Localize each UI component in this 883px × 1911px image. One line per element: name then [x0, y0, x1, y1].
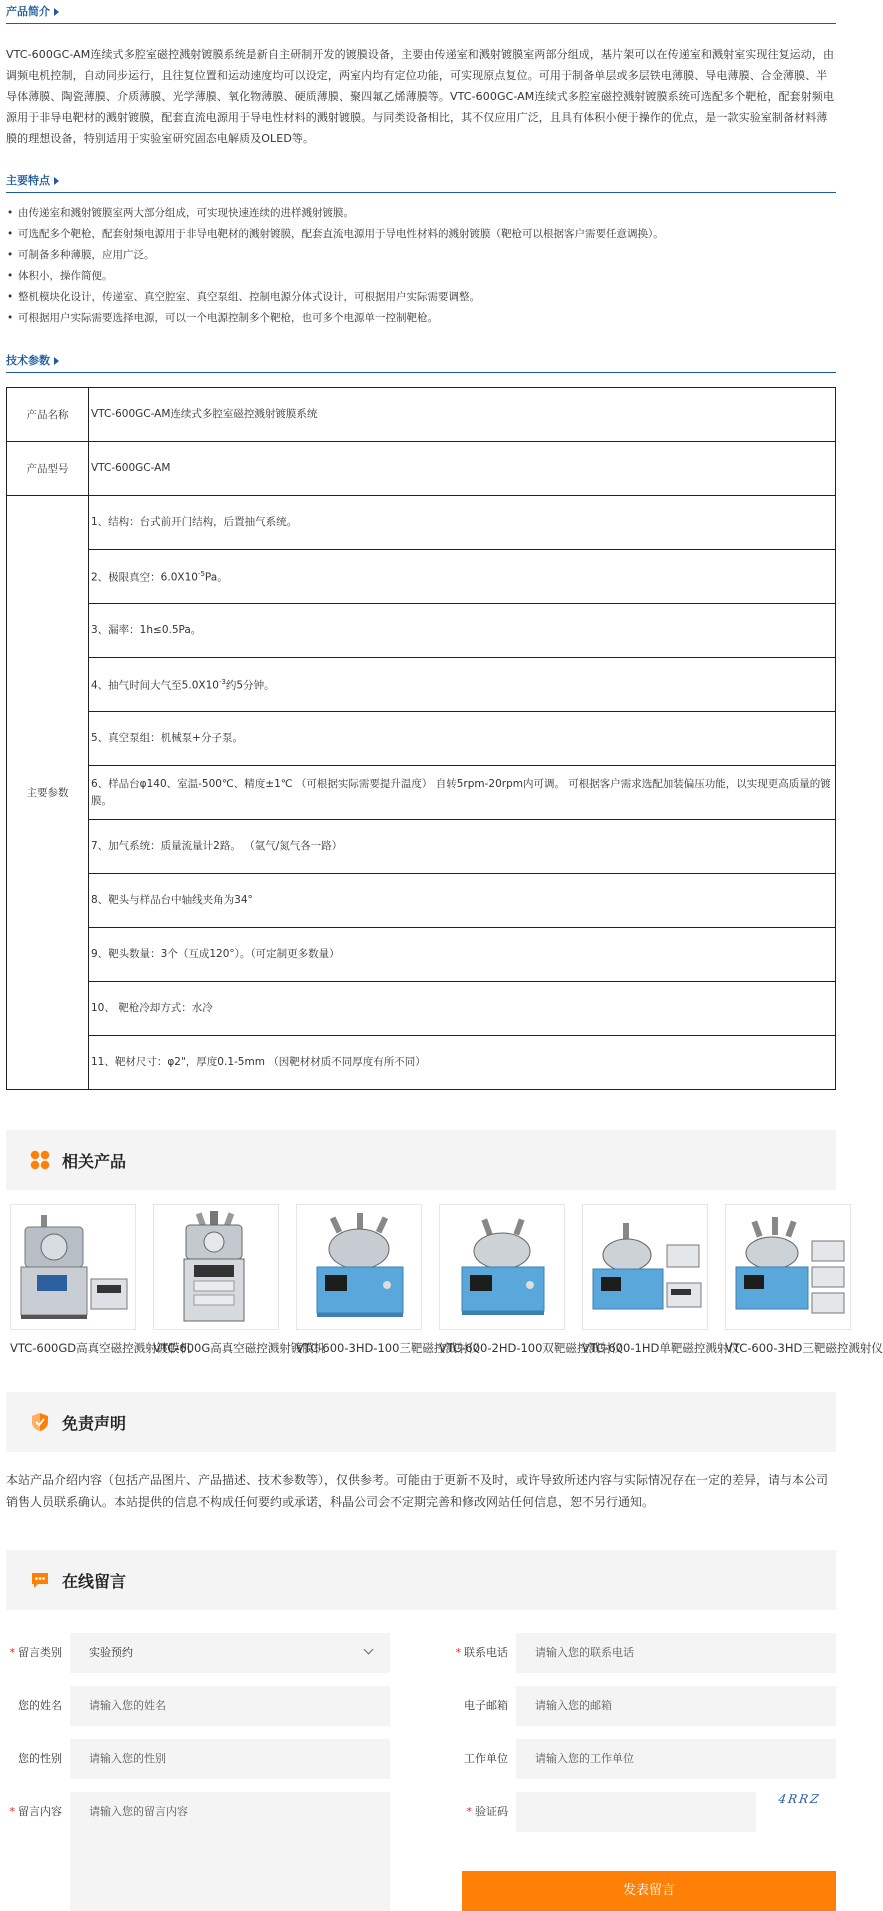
message-form-header [6, 1550, 836, 1610]
spec-key: 主要参数 [7, 496, 89, 1090]
company-label: 工作单位 [464, 1752, 508, 1765]
section-header-features [6, 171, 836, 193]
spec-param: 8、靶头与样品台中轴线夹角为34° [89, 874, 836, 928]
related-products-header [6, 1130, 836, 1190]
product-card[interactable] [153, 1204, 326, 1356]
gender-label: 您的性别 [18, 1752, 62, 1765]
category-select-value: 实验预约 [89, 1646, 133, 1659]
spec-param: 7、加气系统：质量流量计2路。 （氩气/氮气各一路） [89, 820, 836, 874]
table-row [7, 550, 836, 604]
feature-item: • 可选配多个靶枪，配套射频电源用于非导电靶材的溅射镀膜，配套直流电源用于导电性材料的溅射镀膜（靶枪可以根据客户需要任意调换）。 [6, 224, 836, 245]
spec-key: 产品名称 [7, 388, 89, 442]
spec-value: VTC-600GC-AM [89, 442, 836, 496]
chat-icon [30, 1570, 50, 1590]
required-mark: * [9, 1805, 15, 1818]
spec-param: 3、漏率：1h≤0.5Pa。 [89, 604, 836, 658]
table-row [7, 388, 836, 442]
intro-text: VTC-600GC-AM连续式多腔室磁控溅射镀膜系统是新自主研制开发的镀膜设备，主要由传递室和溅射镀膜室两部分组成，基片架可以在传递室和溅射室实现往复运动，由调频电机控制，自动同步运行，且往复位置和运动速度均可以设定，两室内均有定位功能，可实现原点复位。可用于制备单层或多层铁电薄膜、导电薄膜、合金薄膜、半导体薄膜、陶瓷薄膜、介质薄膜、光学薄膜、氧化物薄膜、硬质薄膜、聚四氟乙烯薄膜等。VTC-600GC-AM连续式多腔室磁控溅射镀膜系统可选配多个靶枪，配套射频电源用于非导电靶材的溅射镀膜，配套直流电源用于导电性材料的溅射镀膜。与同类设备相比，其不仅应用广泛，且具有体积小便于操作的优点，是一款实验室制备材料薄膜的理想设备，特别适用于实验室研究固态电解质及OLED等。 [6, 48, 835, 145]
table-row [7, 766, 836, 820]
table-row [7, 928, 836, 982]
product-image[interactable] [296, 1204, 422, 1330]
name-label: 您的姓名 [18, 1699, 62, 1712]
email-label: 电子邮箱 [464, 1699, 508, 1712]
feature-item: • 体积小，操作简便。 [6, 266, 836, 287]
content-textarea[interactable]: 请输入您的留言内容 [70, 1792, 390, 1911]
name-input[interactable]: 请输入您的姓名 [70, 1686, 390, 1726]
spec-param: 9、靶头数量：3个（互成120°）。（可定制更多数量） [89, 928, 836, 982]
spec-param [89, 550, 836, 604]
product-card[interactable] [296, 1204, 480, 1356]
email-input[interactable]: 请输入您的邮箱 [516, 1686, 836, 1726]
product-image[interactable] [153, 1204, 279, 1330]
spec-param: 11、靶材尺寸：φ2"，厚度0.1-5mm （因靶材材质不同厚度有所不同） [89, 1036, 836, 1090]
product-card[interactable] [439, 1204, 623, 1356]
feature-item: • 可制备多种薄膜，应用广泛。 [6, 245, 836, 266]
captcha-image[interactable]: 4RRZ [777, 1792, 822, 1806]
table-row [7, 658, 836, 712]
product-card[interactable] [582, 1204, 740, 1356]
product-name[interactable]: VTC-600-1HD单靶磁控溅射仪 [582, 1341, 740, 1355]
product-image[interactable] [582, 1204, 708, 1330]
submit-button[interactable]: 发表留言 [462, 1871, 836, 1911]
table-row [7, 442, 836, 496]
product-name[interactable]: VTC-600-3HD-100三靶磁控溅射仪 [296, 1341, 480, 1355]
shield-icon [30, 1412, 50, 1432]
table-row [7, 604, 836, 658]
table-row [7, 712, 836, 766]
spec-key: 产品型号 [7, 442, 89, 496]
triangle-right-icon [54, 177, 59, 185]
spec-param [89, 658, 836, 712]
product-image[interactable] [439, 1204, 565, 1330]
product-name[interactable]: VTC-600GD高真空磁控溅射镀膜机 [10, 1341, 192, 1355]
required-mark: * [466, 1805, 472, 1818]
phone-input[interactable]: 请输入您的联系电话 [516, 1633, 836, 1673]
feature-item: • 整机模块化设计，传递室、真空腔室、真空泵组、控制电源分体式设计，可根据用户实际需要调整。 [6, 287, 836, 308]
section-title-intro: 产品简介 [6, 5, 50, 18]
related-products-carousel [6, 1204, 883, 1355]
table-row [7, 874, 836, 928]
table-row [7, 496, 836, 550]
company-input[interactable]: 请输入您的工作单位 [516, 1739, 836, 1779]
feature-item: • 可根据用户实际需要选择电源，可以一个电源控制多个靶枪，也可多个电源单一控制靶枪。 [6, 308, 836, 329]
product-image[interactable] [725, 1204, 851, 1330]
product-card[interactable] [10, 1204, 192, 1356]
disclaimer-text: 本站产品介绍内容（包括产品图片、产品描述、技术参数等），仅供参考。可能由于更新不及时，或许导致所述内容与实际情况存在一定的差异，请与本公司销售人员联系确认。本站提供的信息不构成任何要约或承诺，科晶公司会不定期完善和修改网站任何信息，恕不另行通知。 [6, 1473, 829, 1509]
feature-item: • 由传递室和溅射镀膜室两大部分组成，可实现快速连续的进样溅射镀膜。 [6, 203, 836, 224]
message-form-title: 在线留言 [62, 1572, 127, 1591]
spec-param-unit: 约5分钟。 [225, 679, 275, 692]
section-title-specs: 技术参数 [6, 354, 50, 367]
content-label [0, 1803, 62, 1819]
features-list [6, 203, 836, 329]
spec-table [6, 387, 836, 1090]
section-title-features: 主要特点 [6, 174, 50, 187]
section-header-intro [6, 2, 836, 24]
spec-param: 6、样品台φ140、室温-500℃、精度±1℃ （可根据实际需要提升温度） 自转5rpm-20rpm内可调。 可根据客户需求选配加装偏压功能，以实现更高质量的镀膜。 [89, 766, 836, 820]
product-card[interactable] [725, 1204, 883, 1356]
gender-input[interactable]: 请输入您的性别 [70, 1739, 390, 1779]
category-label-text: 留言类别 [18, 1646, 62, 1659]
category-select[interactable] [70, 1633, 390, 1673]
grid-icon [30, 1150, 50, 1170]
chevron-down-icon [364, 1645, 374, 1655]
table-row [7, 1036, 836, 1090]
table-row [7, 982, 836, 1036]
spec-param-unit: Pa。 [204, 571, 228, 584]
product-name[interactable]: VTC-600G高真空磁控溅射镀膜机 [153, 1341, 326, 1355]
required-mark: * [455, 1646, 461, 1659]
table-row [7, 820, 836, 874]
spec-param: 10、 靶枪冷却方式：水冷 [89, 982, 836, 1036]
required-mark: * [9, 1646, 15, 1659]
section-header-specs [6, 351, 836, 373]
product-image[interactable] [10, 1204, 136, 1330]
spec-param-exponent: -3 [218, 678, 226, 687]
spec-param: 1、结构：台式前开门结构，后置抽气系统。 [89, 496, 836, 550]
product-name[interactable]: VTC-600-2HD-100双靶磁控溅射仪 [439, 1341, 623, 1355]
captcha-input[interactable] [516, 1792, 756, 1832]
disclaimer-title: 免责声明 [62, 1414, 127, 1433]
related-products-title: 相关产品 [62, 1152, 127, 1171]
spec-param-text: 4、抽气时间大气至5.0X10 [91, 679, 219, 692]
content-label-text: 留言内容 [18, 1805, 62, 1818]
spec-param-exponent: -5 [197, 570, 205, 579]
captcha-label [446, 1803, 508, 1819]
disclaimer-header [6, 1392, 836, 1452]
triangle-right-icon [54, 357, 59, 365]
captcha-label-text: 验证码 [475, 1805, 508, 1818]
spec-value: VTC-600GC-AM连续式多腔室磁控溅射镀膜系统 [89, 388, 836, 442]
product-name[interactable]: VTC-600-3HD三靶磁控溅射仪 [725, 1341, 883, 1355]
spec-param-text: 2、极限真空：6.0X10 [91, 571, 198, 584]
phone-label [446, 1644, 508, 1660]
spec-param: 5、真空泵组：机械泵+分子泵。 [89, 712, 836, 766]
phone-label-text: 联系电话 [464, 1646, 508, 1659]
category-label [0, 1644, 62, 1660]
triangle-right-icon [54, 8, 59, 16]
